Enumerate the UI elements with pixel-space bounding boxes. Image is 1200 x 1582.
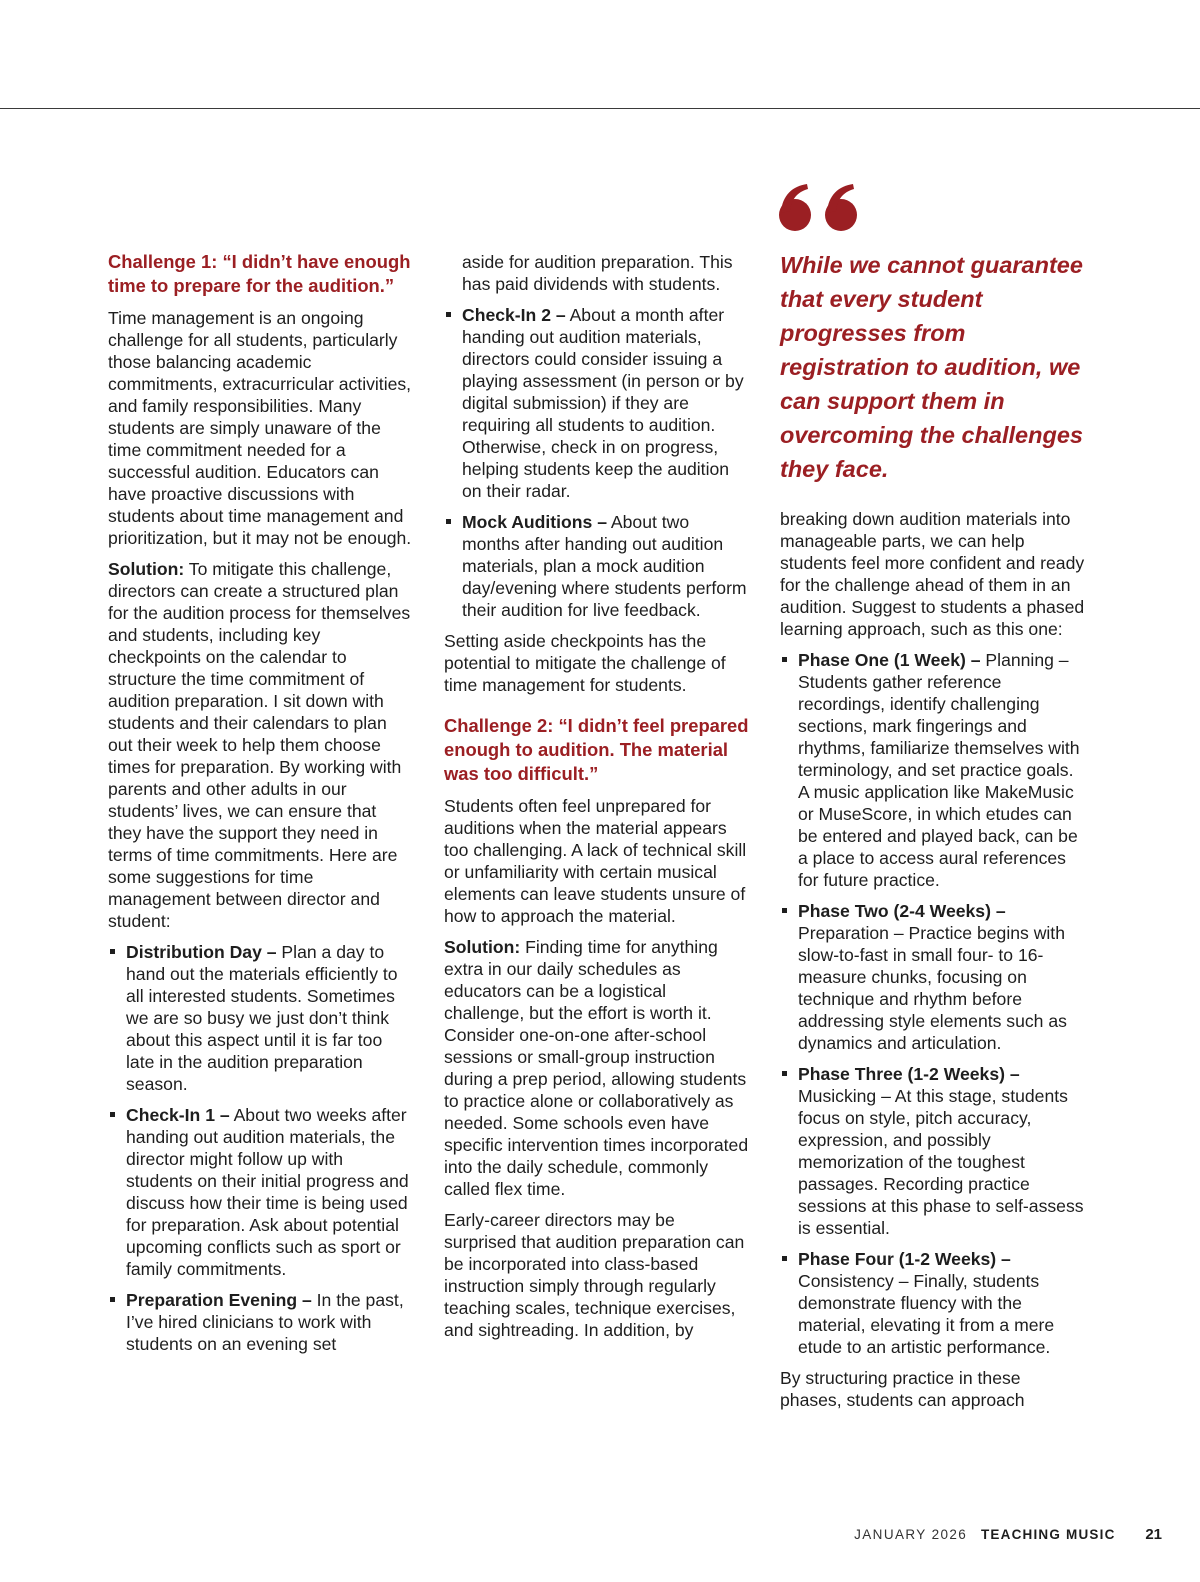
list-item-label: Phase Three (1-2 Weeks) – — [798, 1064, 1020, 1084]
challenge-1-heading: Challenge 1: “I didn’t have enough time to prepare for the audition.” — [108, 251, 411, 296]
pull-quote: While we cannot guarantee that every student progresses from registration to audition, we can support them in overcoming the challenges they face. — [780, 252, 1083, 482]
header-rule — [0, 108, 1200, 109]
list-item-text: About two months after handing out audition materials, plan a mock audition day/evening where students perform their audition for live feedback. — [462, 512, 747, 620]
time-management-list-continued — [444, 251, 750, 621]
list-item-label: Phase Two (2-4 Weeks) – — [798, 901, 1006, 921]
list-item — [780, 1248, 1086, 1358]
list-item — [444, 511, 750, 621]
solution-label: Solution: — [444, 937, 521, 957]
list-item-label: Mock Auditions – — [462, 512, 607, 532]
column-3 — [780, 508, 1086, 1420]
list-item — [780, 1063, 1086, 1239]
issue-date: JANUARY 2026 — [854, 1527, 968, 1542]
magazine-title: TEACHING MUSIC — [980, 1527, 1116, 1542]
list-item-text: Planning – Students gather reference recordings, identify challenging sections, mark fingerings and rhythms, familiarize themselves with terminology, and set practice goals. A music application like MakeMusic or MuseScore, in which etudes can be entered and played back, can be a place to access aural references for future practice. — [798, 650, 1080, 890]
solution-label: Solution: — [108, 559, 185, 579]
quote-mark-icon — [779, 183, 863, 233]
paragraph: Setting aside checkpoints has the potential to mitigate the challenge of time management for students. — [444, 631, 726, 695]
list-item-text: Consistency – Finally, students demonstrate fluency with the material, elevating it from a mere etude to an artistic performance. — [798, 1271, 1055, 1357]
page-footer — [854, 1526, 1162, 1543]
page-number: 21 — [1145, 1526, 1162, 1543]
solution-paragraph — [108, 558, 414, 932]
list-item-text: Plan a day to hand out the materials efficiently to all interested students. Sometimes we are so busy we just don’t think about this aspect until it is far too late in the audition preparation season. — [126, 942, 398, 1094]
list-item-continued: aside for audition preparation. This has paid dividends with students. — [462, 252, 733, 294]
list-item — [108, 941, 414, 1095]
list-item-label: Preparation Evening – — [126, 1290, 312, 1310]
column-1 — [108, 250, 414, 1364]
list-item — [444, 304, 750, 502]
time-management-list — [108, 941, 414, 1355]
list-item-label: Phase One (1 Week) – — [798, 650, 981, 670]
list-item-label: Check-In 2 – — [462, 305, 566, 325]
paragraph: Students often feel unprepared for auditions when the material appears too challenging. A lack of technical skill or unfamiliarity with certain musical elements can leave students unsure of how to approach the material. — [444, 796, 747, 926]
list-item — [108, 1289, 414, 1355]
list-item-text: Musicking – At this stage, students focus on style, pitch accuracy, expression, and possibly memorization of the toughest passages. Recording practice sessions at this phase to self-assess is essential. — [798, 1086, 1084, 1238]
list-item-text: About a month after handing out audition materials, directors could consider issuing a playing assessment (in person or by digital submission) if they are requiring all students to audition. Otherwise, check in on progress, helping students keep the audition on their radar. — [462, 305, 744, 501]
list-item-label: Phase Four (1-2 Weeks) – — [798, 1249, 1011, 1269]
paragraph: By structuring practice in these phases, students can approach — [780, 1368, 1025, 1410]
solution-paragraph — [444, 936, 750, 1200]
list-item-text: In the past, I’ve hired clinicians to work with students on an evening set — [126, 1290, 404, 1354]
list-item — [780, 900, 1086, 1054]
challenge-2-heading: Challenge 2: “I didn’t feel prepared enough to audition. The material was too difficult.” — [444, 715, 749, 784]
list-item-label: Check-In 1 – — [126, 1105, 230, 1125]
list-item — [108, 1104, 414, 1280]
column-2 — [444, 251, 750, 1350]
paragraph: Early-career directors may be surprised that audition preparation can be incorporated into class-based instruction simply through regularly teaching scales, technique exercises, and sightreading. In addition, by — [444, 1210, 745, 1340]
phase-list — [780, 649, 1086, 1358]
solution-text: To mitigate this challenge, directors can create a structured plan for the audition process for themselves and students, including key checkpoints on the calendar to structure the time commitment of audition preparation. I sit down with students and their calendars to plan out their week to help them choose times for preparation. By working with parents and other adults in our students’ lives, we can ensure that they have the support they need in terms of time commitments. Here are some suggestions for time management between director and student: — [108, 559, 411, 931]
list-item-text: Preparation – Practice begins with slow-to-fast in small four- to 16-measure chunks, focusing on technique and rhythm before addressing style elements such as dynamics and articulation. — [798, 923, 1067, 1053]
solution-text: Finding time for anything extra in our daily schedules as educators can be a logistical challenge, but the effort is worth it. Consider one-on-one after-school sessions or small-group instruction during a prep period, allowing students to practice alone or collaboratively as needed. Some schools even have specific intervention times incorporated into the daily schedule, commonly called flex time. — [444, 937, 749, 1199]
list-item — [780, 649, 1086, 891]
paragraph: breaking down audition materials into manageable parts, we can help students feel more confident and ready for the challenge ahead of them in an audition. Suggest to students a phased learning approach, such as this one: — [780, 509, 1085, 639]
list-item-label: Distribution Day – — [126, 942, 277, 962]
list-item-text: About two weeks after handing out audition materials, the director might follow up with students on their initial progress and discuss how their time is being used for preparation. Ask about potential upcoming conflicts such as sport or family commitments. — [126, 1105, 409, 1279]
paragraph: Time management is an ongoing challenge for all students, particularly those balancing academic commitments, extracurricular activities, and family responsibilities. Many students are simply unaware of the time commitment needed for a successful audition. Educators can have proactive discussions with students about time management and prioritization, but it may not be enough. — [108, 308, 412, 548]
